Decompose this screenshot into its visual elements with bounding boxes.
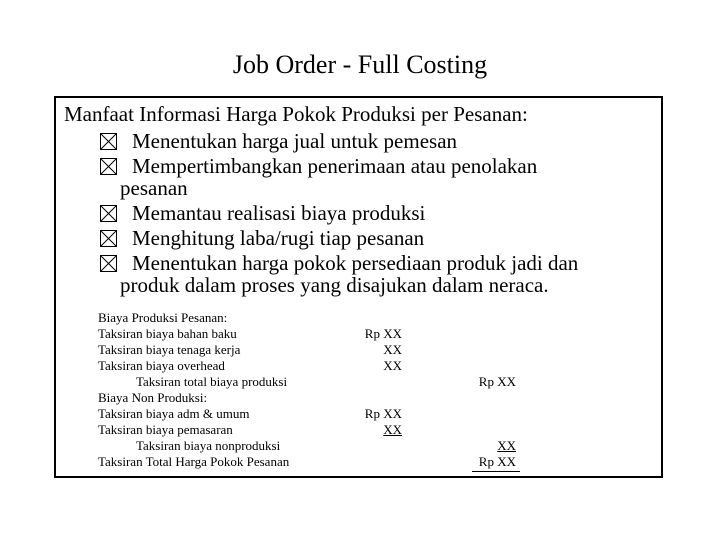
- table-row: [98, 374, 538, 390]
- bullet-text-continuation: pesanan: [120, 176, 188, 200]
- table-row: [98, 390, 538, 406]
- table-row: [98, 326, 538, 342]
- bullet-text: Mempertimbangkan penerimaan atau penolakan: [132, 154, 538, 178]
- row-label: Taksiran biaya bahan baku: [98, 326, 237, 341]
- cost-table: [98, 310, 538, 470]
- table-row: [98, 342, 538, 358]
- slide-title: Job Order - Full Costing: [232, 50, 488, 79]
- bullet-text: Menentukan harga jual untuk pemesan: [132, 129, 458, 153]
- column-1-value: XX: [383, 422, 402, 437]
- row-label: Biaya Produksi Pesanan:: [98, 310, 228, 325]
- bullet-item: [100, 202, 660, 224]
- column-1-value: Rp XX: [364, 406, 402, 421]
- row-label: Taksiran biaya overhead: [98, 358, 225, 373]
- bullet-text: Menghitung laba/rugi tiap pesanan: [132, 226, 425, 250]
- table-row: [98, 454, 538, 470]
- table-row: [98, 422, 538, 438]
- bullet-text-continuation: produk dalam proses yang disajukan dalam neraca.: [120, 273, 549, 297]
- table-row: [98, 310, 538, 326]
- row-label: Biaya Non Produksi:: [98, 390, 208, 405]
- bullet-item: [100, 130, 660, 152]
- row-label: Taksiran biaya pemasaran: [98, 422, 233, 437]
- checkbox-x-icon: [100, 255, 117, 272]
- bullet-text: Memantau realisasi biaya produksi: [132, 201, 426, 225]
- row-label: Taksiran biaya tenaga kerja: [98, 342, 241, 357]
- bullet-item: [100, 252, 660, 296]
- column-1-value: Rp XX: [364, 326, 402, 341]
- column-2-value: Rp XX: [478, 454, 516, 469]
- bullet-list: [100, 130, 660, 299]
- bullet-item: [100, 155, 660, 199]
- checkbox-x-icon: [100, 230, 117, 247]
- checkbox-x-icon: [100, 205, 117, 222]
- checkbox-x-icon: [100, 158, 117, 175]
- checkbox-x-icon: [100, 133, 117, 150]
- bullet-item: [100, 227, 660, 249]
- intro-heading: Manfaat Informasi Harga Pokok Produksi per Pesanan:: [64, 102, 528, 126]
- table-row: [98, 406, 538, 422]
- row-label: Taksiran biaya nonproduksi: [136, 438, 281, 453]
- column-2-value: XX: [497, 438, 516, 453]
- content-box: [54, 96, 663, 478]
- row-label: Taksiran total biaya produksi: [136, 374, 288, 389]
- row-label: Taksiran biaya adm & umum: [98, 406, 250, 421]
- row-label: Taksiran Total Harga Pokok Pesanan: [98, 454, 290, 469]
- bullet-text: Menentukan harga pokok persediaan produk jadi dan: [132, 251, 579, 275]
- column-1-value: XX: [383, 342, 402, 357]
- table-row: [98, 438, 538, 454]
- table-row: [98, 358, 538, 374]
- total-double-rule: [472, 471, 520, 472]
- column-1-value: XX: [383, 358, 402, 373]
- column-2-value: Rp XX: [478, 374, 516, 389]
